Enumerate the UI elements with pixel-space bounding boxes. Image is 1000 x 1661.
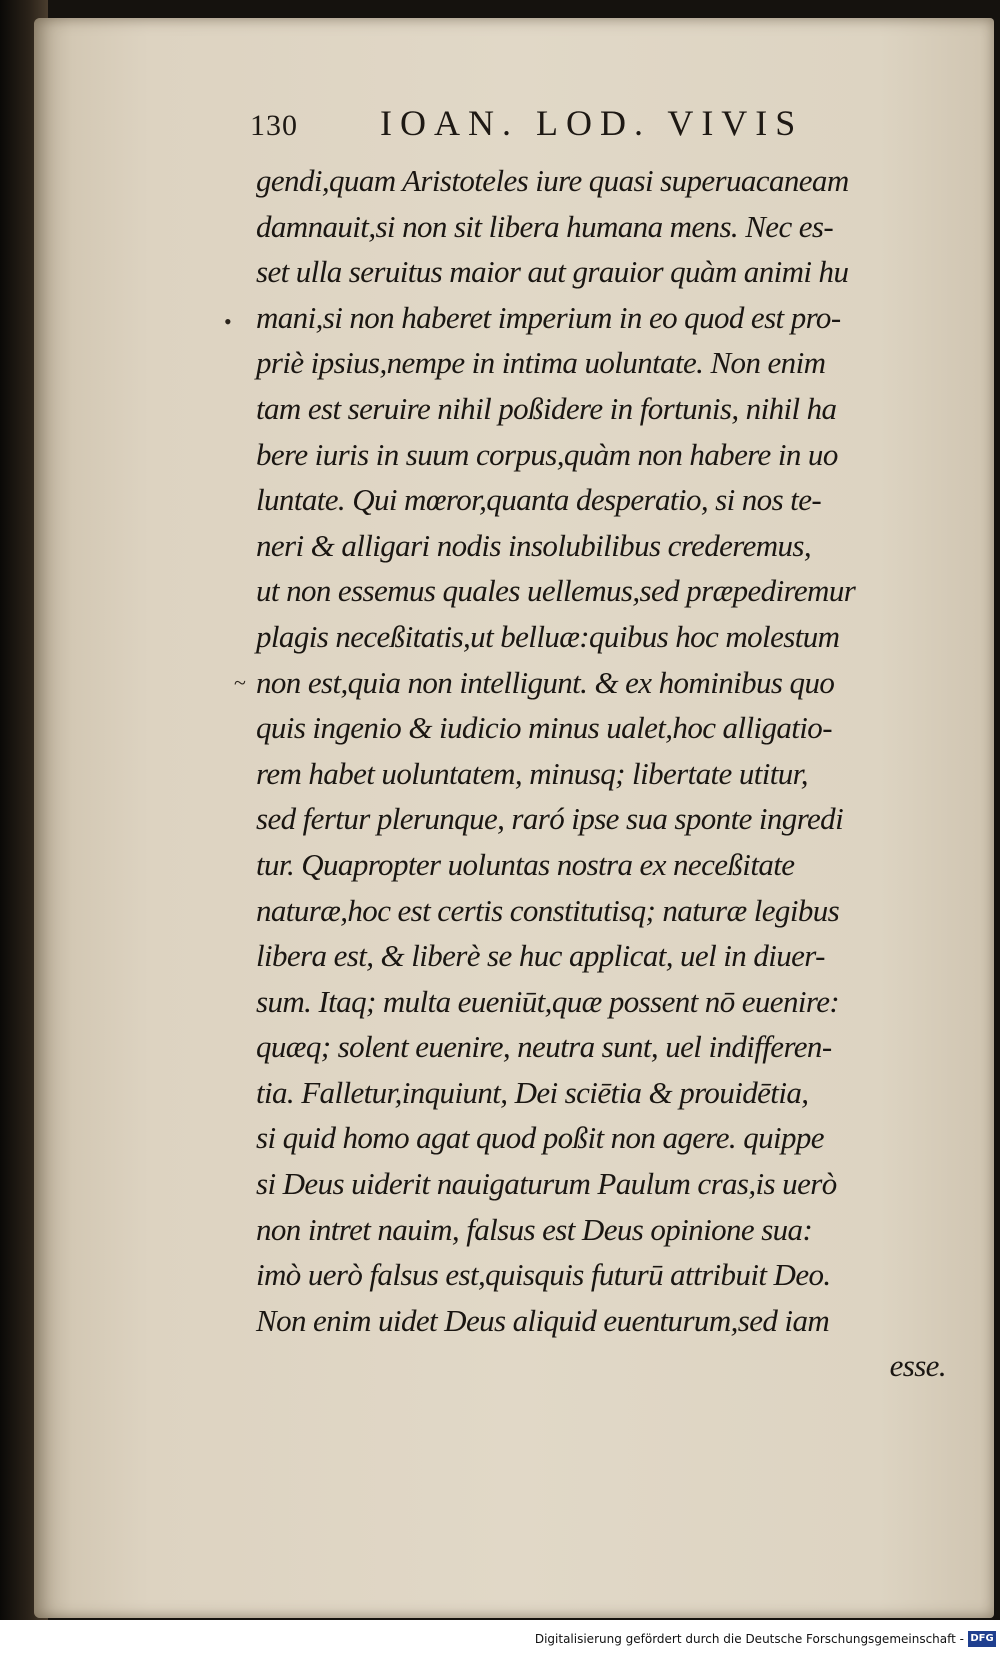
text-line: neri & alligari nodis insolubilibus crederemus, — [256, 527, 812, 563]
text-line: damnauit,si non sit libera humana mens. Nec es- — [256, 208, 834, 244]
funding-credit: Digitalisierung gefördert durch die Deutsche Forschungsgemeinschaft - — [534, 1632, 964, 1646]
text-line: ut non essemus quales uellemus,sed præpediremur — [256, 573, 856, 609]
text-line: libera est, & liberè se huc applicat, uel in diuer- — [256, 938, 825, 974]
running-head — [250, 102, 830, 146]
text-line: set ulla seruitus maior aut grauior quàm animi hu — [256, 254, 849, 290]
margin-tilde-mark: ~ — [234, 670, 246, 695]
text-line: sed fertur plerunque, raró ipse sua sponte ingredi — [256, 801, 844, 837]
text-line: gendi,quam Aristoteles iure quasi superuacaneam — [256, 163, 849, 198]
text-line: priè ipsius,nempe in intima uoluntate. Non enim — [256, 345, 826, 381]
text-line: non intret nauim, falsus est Deus opinione sua: — [256, 1211, 813, 1247]
body-text — [256, 158, 956, 1389]
text-line: luntate. Qui mœror,quanta desperatio, si nos te- — [256, 482, 822, 518]
text-line: quæq; solent euenire, neutra sunt, uel indifferen- — [256, 1029, 832, 1065]
text-line: naturæ,hoc est certis constitutisq; naturæ legibus — [256, 892, 840, 928]
text-line: plagis neceßitatis,ut belluæ:quibus hoc molestum — [256, 618, 840, 654]
text-line-final: esse. — [889, 1348, 946, 1384]
text-line: tur. Quapropter uoluntas nostra ex neceßitate — [256, 846, 795, 882]
running-title: IOAN. LOD. VIVIS — [380, 103, 804, 143]
text-line: bere iuris in suum corpus,quàm non habere in uo — [256, 436, 838, 472]
text-line: mani,si non haberet imperium in eo quod est pro- — [256, 299, 841, 335]
text-line: si quid homo agat quod poßit non agere. quippe — [256, 1120, 824, 1156]
margin-dot-mark: • — [224, 309, 232, 334]
text-line: si Deus uiderit nauigaturum Paulum cras,is uerò — [256, 1166, 837, 1202]
text-line: tia. Falletur,inquiunt, Dei sciētia & prouidētia, — [256, 1074, 809, 1110]
text-line: non est,quia non intelligunt. & ex hominibus quo — [256, 664, 835, 700]
text-line: rem habet uoluntatem, minusq; libertate utitur, — [256, 755, 808, 791]
text-line: quis ingenio & iudicio minus ualet,hoc alligatio- — [256, 710, 832, 746]
dfg-logo-icon: DFG — [968, 1631, 996, 1647]
digitization-footer — [0, 1620, 1000, 1661]
text-line: Non enim uidet Deus aliquid euenturum,sed iam — [256, 1302, 830, 1338]
text-line: tam est seruire nihil poßidere in fortunis, nihil ha — [256, 390, 837, 426]
text-line: imò uerò falsus est,quisquis futurū attribuit Deo. — [256, 1257, 831, 1293]
text-line: sum. Itaq; multa eueniūt,quæ possent nō euenire: — [256, 983, 840, 1019]
page-number: 130 — [250, 109, 298, 142]
